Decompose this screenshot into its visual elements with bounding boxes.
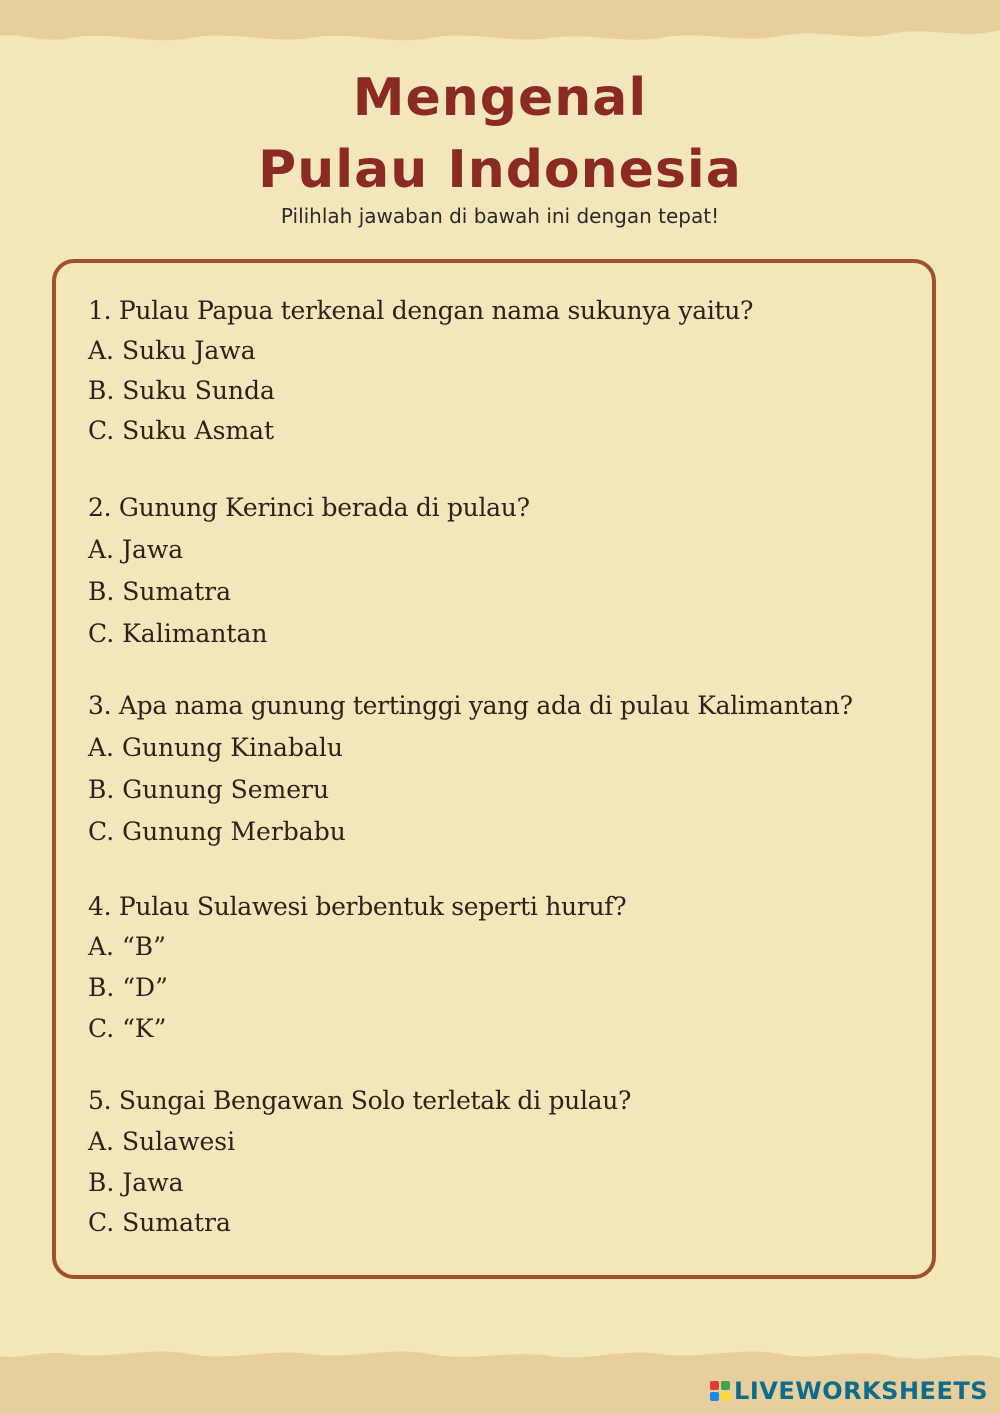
- question-1-option-b[interactable]: B. Suku Sunda: [88, 376, 275, 405]
- question-3-option-a[interactable]: A. Gunung Kinabalu: [88, 733, 343, 762]
- question-3-option-b[interactable]: B. Gunung Semeru: [88, 775, 330, 804]
- brand-text: LIVEWORKSHEETS: [734, 1377, 988, 1405]
- question-2-option-c[interactable]: C. Kalimantan: [88, 619, 268, 648]
- question-1: 1. Pulau Papua terkenal dengan nama sukunya yaitu?: [88, 296, 754, 325]
- question-5: 5. Sungai Bengawan Solo terletak di pulau?: [88, 1086, 632, 1115]
- question-4-option-c[interactable]: C. “K”: [88, 1014, 167, 1043]
- question-4-option-a[interactable]: A. “B”: [88, 932, 166, 961]
- subtitle: Pilihlah jawaban di bawah ini dengan tepat!: [280, 204, 720, 228]
- question-card: [52, 259, 936, 1279]
- question-2-option-b[interactable]: B. Sumatra: [88, 577, 232, 606]
- question-3: 3. Apa nama gunung tertinggi yang ada di pulau Kalimantan?: [88, 691, 853, 720]
- question-3-option-c[interactable]: C. Gunung Merbabu: [88, 817, 346, 846]
- title-line-2: Pulau Indonesia: [258, 140, 742, 200]
- question-4-option-b[interactable]: B. “D”: [88, 973, 168, 1002]
- question-5-option-b[interactable]: B. Jawa: [88, 1168, 184, 1197]
- question-2: 2. Gunung Kerinci berada di pulau?: [88, 493, 530, 522]
- top-wave-decoration: [0, 0, 1000, 50]
- question-1-option-c[interactable]: C. Suku Asmat: [88, 416, 275, 445]
- question-2-option-a[interactable]: A. Jawa: [88, 535, 184, 564]
- question-4: 4. Pulau Sulawesi berbentuk seperti huruf?: [88, 892, 627, 921]
- question-5-option-c[interactable]: C. Sumatra: [88, 1208, 231, 1237]
- liveworksheets-logo-icon: [710, 1381, 730, 1401]
- title-line-1: Mengenal: [352, 68, 648, 128]
- question-1-option-a[interactable]: A. Suku Jawa: [88, 336, 256, 365]
- question-5-option-a[interactable]: A. Sulawesi: [88, 1127, 236, 1156]
- liveworksheets-brand[interactable]: [710, 1376, 988, 1406]
